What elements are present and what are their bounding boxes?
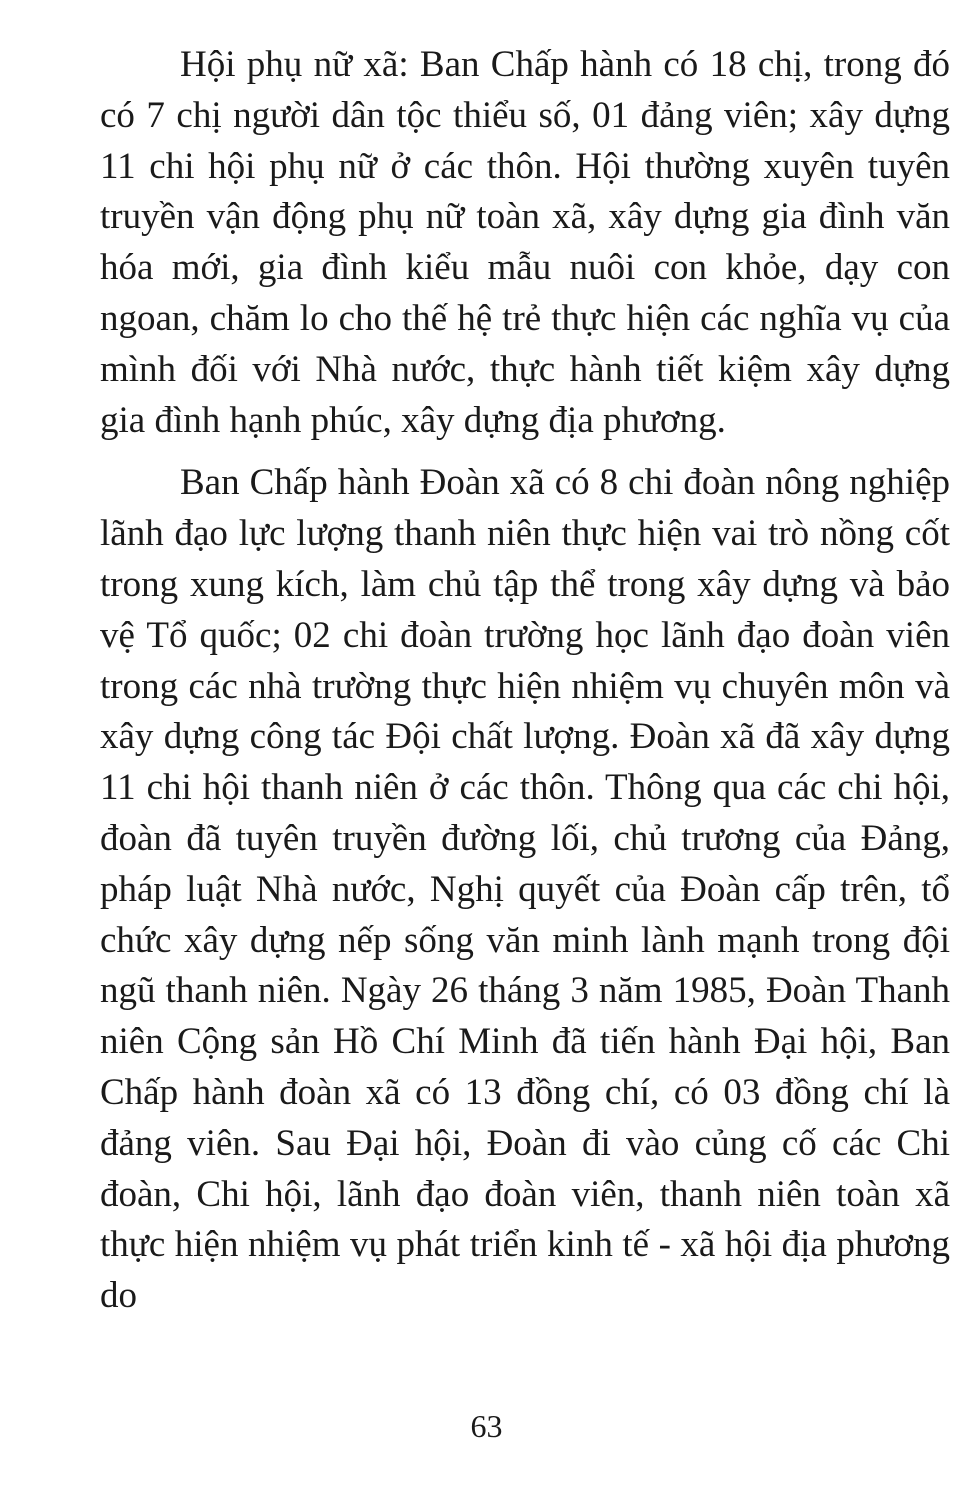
paragraph-womens-union: Hội phụ nữ xã: Ban Chấp hành có 18 chị, trong đó có 7 chị người dân tộc thiểu số, 01 đảng viên; xây dựng 11 chi hội phụ nữ ở các thôn. Hội thường xuyên tuyên truyền vận động phụ nữ toàn xã, xây dựng gia đình văn hóa mới, gia đình kiểu mẫu nuôi con khỏe, dạy con ngoan, chăm lo cho thế hệ trẻ thực hiện các nghĩa vụ của mình đối với Nhà nước, thực hành tiết kiệm xây dựng gia đình hạnh phúc, xây dựng địa phương. <box>100 44 950 441</box>
paragraph-youth-union: Ban Chấp hành Đoàn xã có 8 chi đoàn nông nghiệp lãnh đạo lực lượng thanh niên thực hiện vai trò nồng cốt trong xung kích, làm chủ tập thể trong xây dựng và bảo vệ Tổ quốc; 02 chi đoàn trường học lãnh đạo đoàn viên trong các nhà trường thực hiện nhiệm vụ chuyên môn và xây dựng công tác Đội chất lượng. Đoàn xã đã xây dựng 11 chi hội thanh niên ở các thôn. Thông qua các chi hội, đoàn đã tuyên truyền đường lối, chủ trương của Đảng, pháp luật Nhà nước, Nghị quyết của Đoàn cấp trên, tổ chức xây dựng nếp sống văn minh lành mạnh trong đội ngũ thanh niên. Ngày 26 tháng 3 năm 1985, Đoàn Thanh niên Cộng sản Hồ Chí Minh đã tiến hành Đại hội, Ban Chấp hành đoàn xã có 13 đồng chí, có 03 đồng chí là đảng viên. Sau Đại hội, Đoàn đi vào củng cố các Chi đoàn, Chi hội, lãnh đạo đoàn viên, thanh niên toàn xã thực hiện nhiệm vụ phát triển kinh tế - xã hội địa phương do <box>100 462 950 1317</box>
page-number: 63 <box>470 1408 503 1444</box>
body-text <box>100 40 950 1322</box>
